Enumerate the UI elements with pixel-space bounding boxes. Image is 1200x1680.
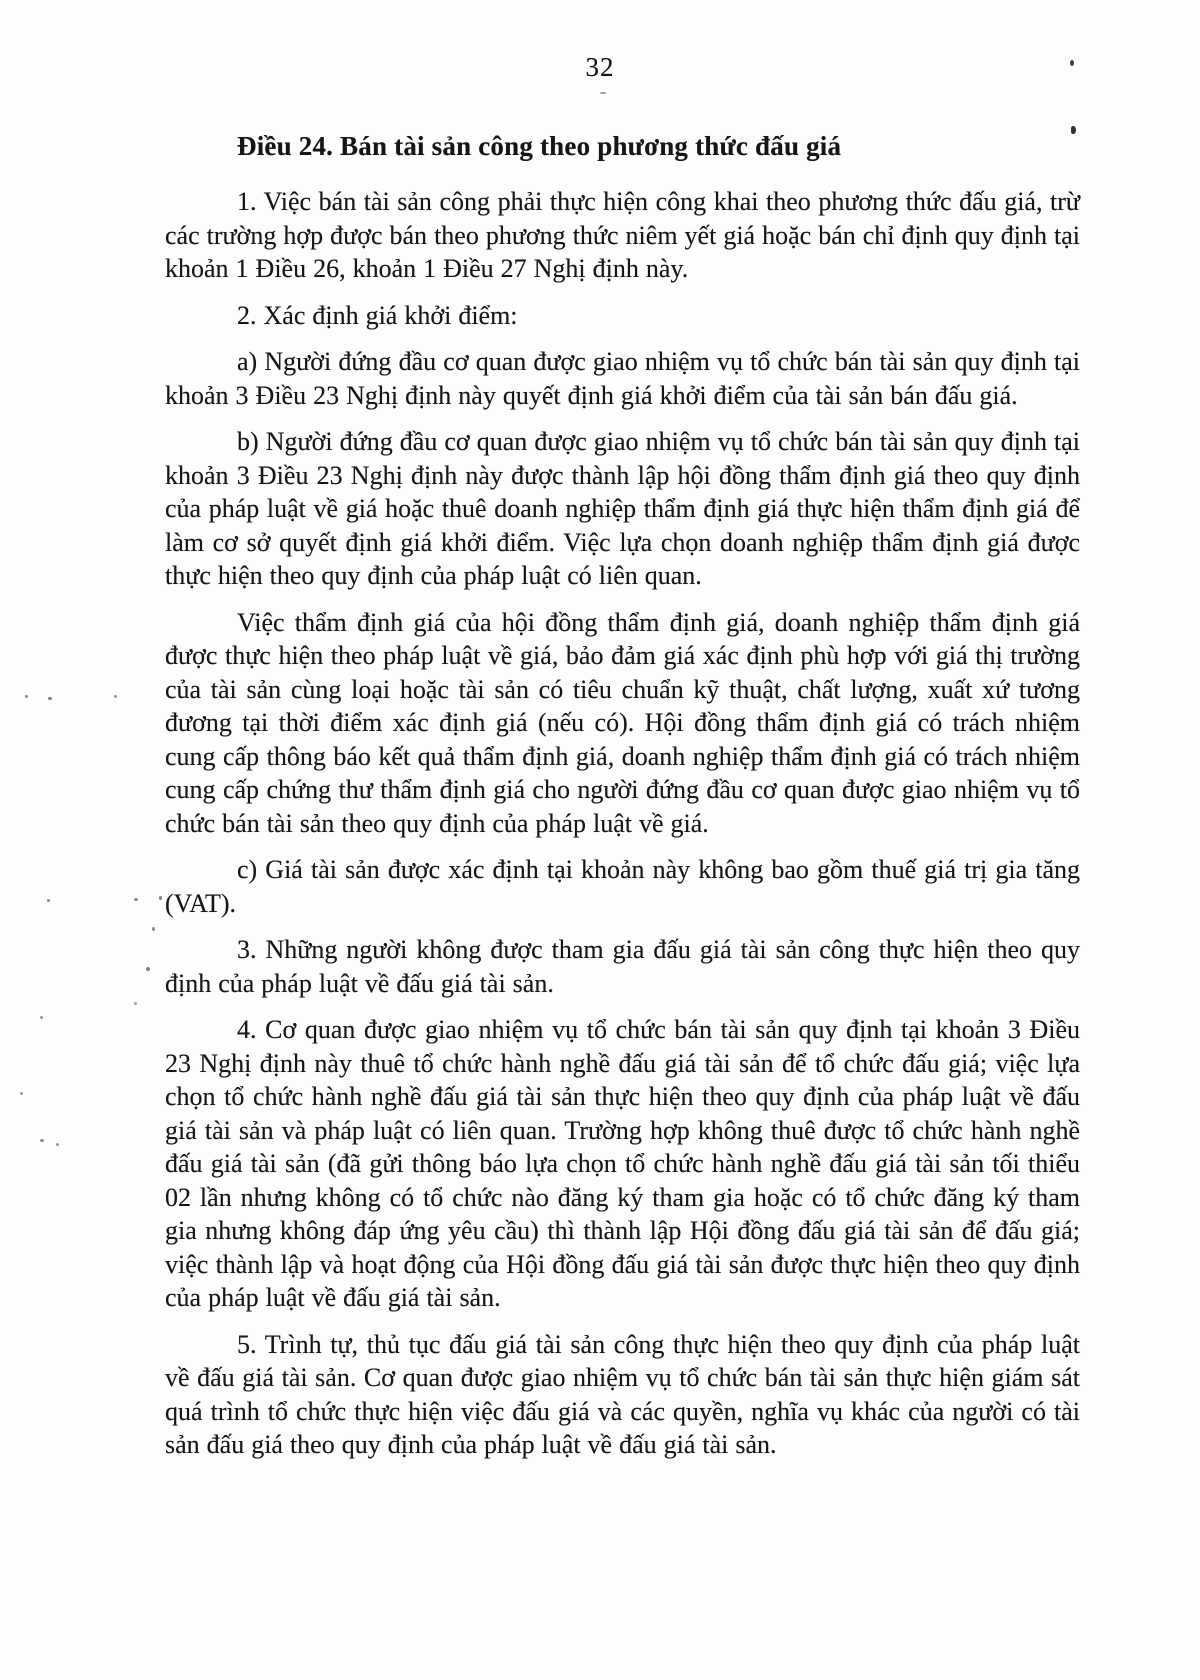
scan-speck	[600, 92, 606, 94]
paragraph-point-b: b) Người đứng đầu cơ quan được giao nhiệm vụ tổ chức bán tài sản quy định tại khoản 3 Điều 23 Nghị định này được thành lập hội đồng thẩm định giá theo quy định của pháp luật về giá hoặc thuê doanh nghiệp thẩm định giá thực hiện thẩm định giá để làm cơ sở quyết định giá khởi điểm. Việc lựa chọn doanh nghiệp thẩm định giá được thực hiện theo quy định của pháp luật có liên quan.	[165, 427, 1080, 590]
scan-speck	[40, 1139, 44, 1142]
scan-speck	[134, 898, 138, 901]
scan-speck	[25, 695, 28, 698]
scan-speck	[20, 1092, 23, 1095]
paragraph-point-c: c) Giá tài sản được xác định tại khoản này không bao gồm thuế giá trị gia tăng (VAT).	[165, 855, 1080, 918]
scan-speck	[1071, 126, 1076, 134]
paragraph-clause-5: 5. Trình tự, thủ tục đấu giá tài sản công thực hiện theo quy định của pháp luật về đấu giá tài sản. Cơ quan được giao nhiệm vụ tổ chức bán tài sản thực hiện giám sát quá trình tổ chức thực hiện việc đấu giá và các quyền, nghĩa vụ khác của người có tài sản đấu giá theo quy định của pháp luật về đấu giá tài sản.	[165, 1329, 1080, 1459]
scan-speck	[47, 899, 50, 902]
scan-speck	[134, 1002, 137, 1005]
scan-speck	[152, 927, 155, 931]
paragraph-point-a: a) Người đứng đầu cơ quan được giao nhiệm vụ tổ chức bán tài sản quy định tại khoản 3 Điều 23 Nghị định này quyết định giá khởi điểm của tài sản bán đấu giá.	[165, 347, 1080, 410]
paragraph-point-b-continuation: Việc thẩm định giá của hội đồng thẩm định giá, doanh nghiệp thẩm định giá được thực hiện theo pháp luật về giá, bảo đảm giá xác định phù hợp với giá thị trường của tài sản cùng loại hoặc tài sản có tiêu chuẩn kỹ thuật, chất lượng, xuất xứ tương đương tại thời điểm xác định giá (nếu có). Hội đồng thẩm định giá có trách nhiệm cung cấp thông báo kết quả thẩm định giá, doanh nghiệp thẩm định giá có trách nhiệm cung cấp chứng thư thẩm định giá cho người đứng đầu cơ quan được giao nhiệm vụ tổ chức bán tài sản theo quy định của pháp luật về giá.	[165, 607, 1080, 838]
scan-speck	[40, 1016, 43, 1019]
scan-speck	[1070, 60, 1074, 66]
scan-speck	[48, 697, 52, 700]
scan-speck	[56, 1143, 59, 1146]
scan-speck	[146, 967, 150, 971]
article-body	[165, 129, 1080, 1462]
paragraph-clause-3: 3. Những người không được tham gia đấu giá tài sản công thực hiện theo quy định của pháp luật về đấu giá tài sản.	[165, 935, 1080, 998]
paragraph-clause-1: 1. Việc bán tài sản công phải thực hiện công khai theo phương thức đấu giá, trừ các trường hợp được bán theo phương thức niêm yết giá hoặc bán chỉ định quy định tại khoản 1 Điều 26, khoản 1 Điều 27 Nghị định này.	[165, 187, 1080, 283]
paragraph-clause-2: 2. Xác định giá khởi điểm:	[237, 300, 518, 330]
paragraph-clause-4: 4. Cơ quan được giao nhiệm vụ tổ chức bán tài sản quy định tại khoản 3 Điều 23 Nghị định này thuê tổ chức hành nghề đấu giá tài sản để tổ chức đấu giá; việc lựa chọn tổ chức hành nghề đấu giá tài sản thực hiện theo quy định của pháp luật về đấu giá tài sản và pháp luật có liên quan. Trường hợp không thuê được tổ chức hành nghề đấu giá tài sản (đã gửi thông báo lựa chọn tổ chức hành nghề đấu giá tài sản tối thiểu 02 lần nhưng không có tổ chức nào đăng ký tham gia hoặc có tổ chức đăng ký tham gia nhưng không đáp ứng yêu cầu) thì thành lập Hội đồng đấu giá tài sản để đấu giá; việc thành lập và hoạt động của Hội đồng đấu giá tài sản được thực hiện theo quy định của pháp luật về đấu giá tài sản.	[165, 1015, 1080, 1312]
page-number: 32	[585, 52, 615, 82]
scan-speck	[114, 695, 117, 698]
article-heading: Điều 24. Bán tài sản công theo phương thức đấu giá	[237, 131, 842, 161]
scan-speck	[159, 896, 162, 900]
